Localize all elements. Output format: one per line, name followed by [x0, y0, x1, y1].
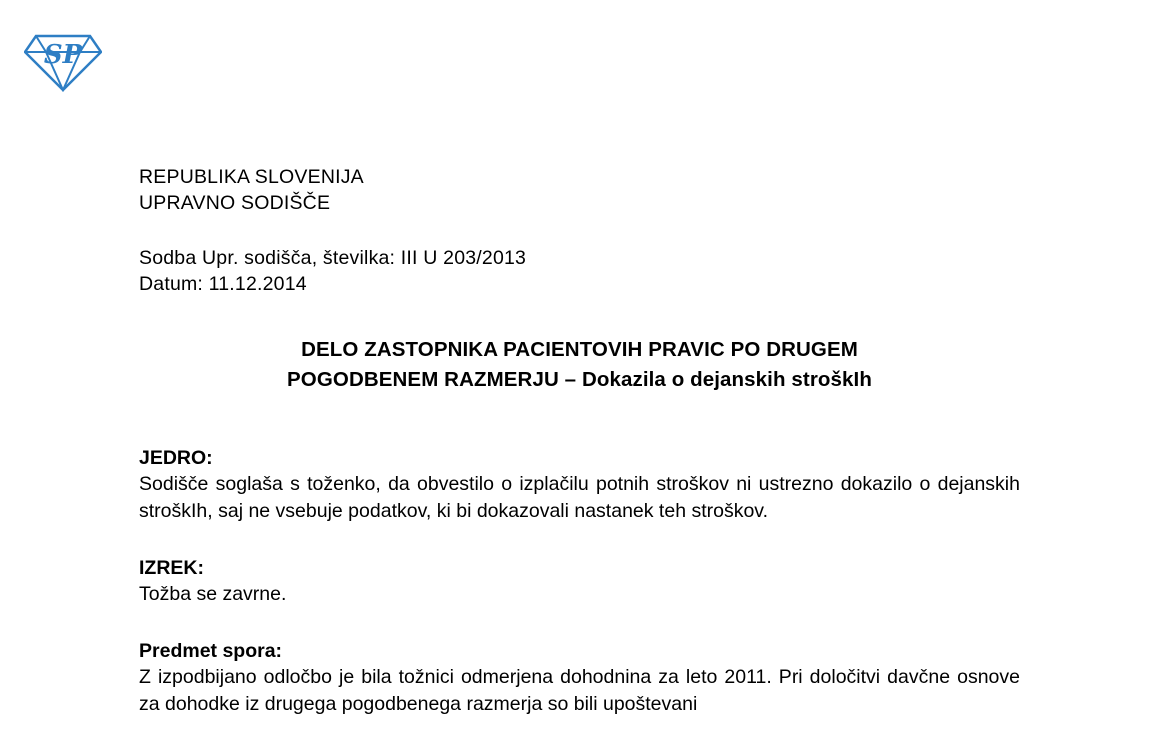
court-name: UPRAVNO SODIŠČE [139, 192, 331, 214]
page-title-line-2: POGODBENEM RAZMERJU – Dokazila o dejanskih stroškIh [287, 368, 872, 391]
section-izrek-text: Tožba se zavrne. [139, 583, 287, 605]
court-header [139, 164, 1020, 216]
section-izrek-heading: IZREK: [139, 557, 204, 579]
document-content [139, 164, 1020, 718]
svg-text:SP: SP [43, 40, 83, 70]
section-jedro-heading: JEDRO: [139, 447, 213, 469]
case-meta [139, 245, 1020, 297]
court-country: REPUBLIKA SLOVENIJA [139, 166, 364, 188]
section-jedro [139, 445, 1020, 525]
section-jedro-text: Sodišče soglaša s toženko, da obvestilo o izplačilu potnih stroškov ni ustrezno dokazilo o dejanskih stroškIh, saj ne vsebuje podatkov, ki bi dokazovali nastanek teh stroškov. [139, 473, 1020, 522]
sodna-praksa-diamond-logo-icon [24, 30, 102, 92]
case-date: Datum: 11.12.2014 [139, 273, 307, 295]
section-izrek [139, 555, 1020, 608]
page-title [139, 335, 1020, 395]
page-title-line-1: DELO ZASTOPNIKA PACIENTOVIH PRAVIC PO DRUGEM [301, 338, 858, 361]
case-number: Sodba Upr. sodišča, številka: III U 203/2013 [139, 247, 527, 269]
section-predmet-spora [139, 638, 1020, 718]
section-predmet-spora-text: Z izpodbijano odločbo je bila tožnici odmerjena dohodnina za leto 2011. Pri določitvi davčne osnove za dohodke iz drugega pogodbenega razmerja so bili upoštevani [139, 666, 1020, 715]
section-predmet-spora-heading: Predmet spora: [139, 640, 283, 662]
